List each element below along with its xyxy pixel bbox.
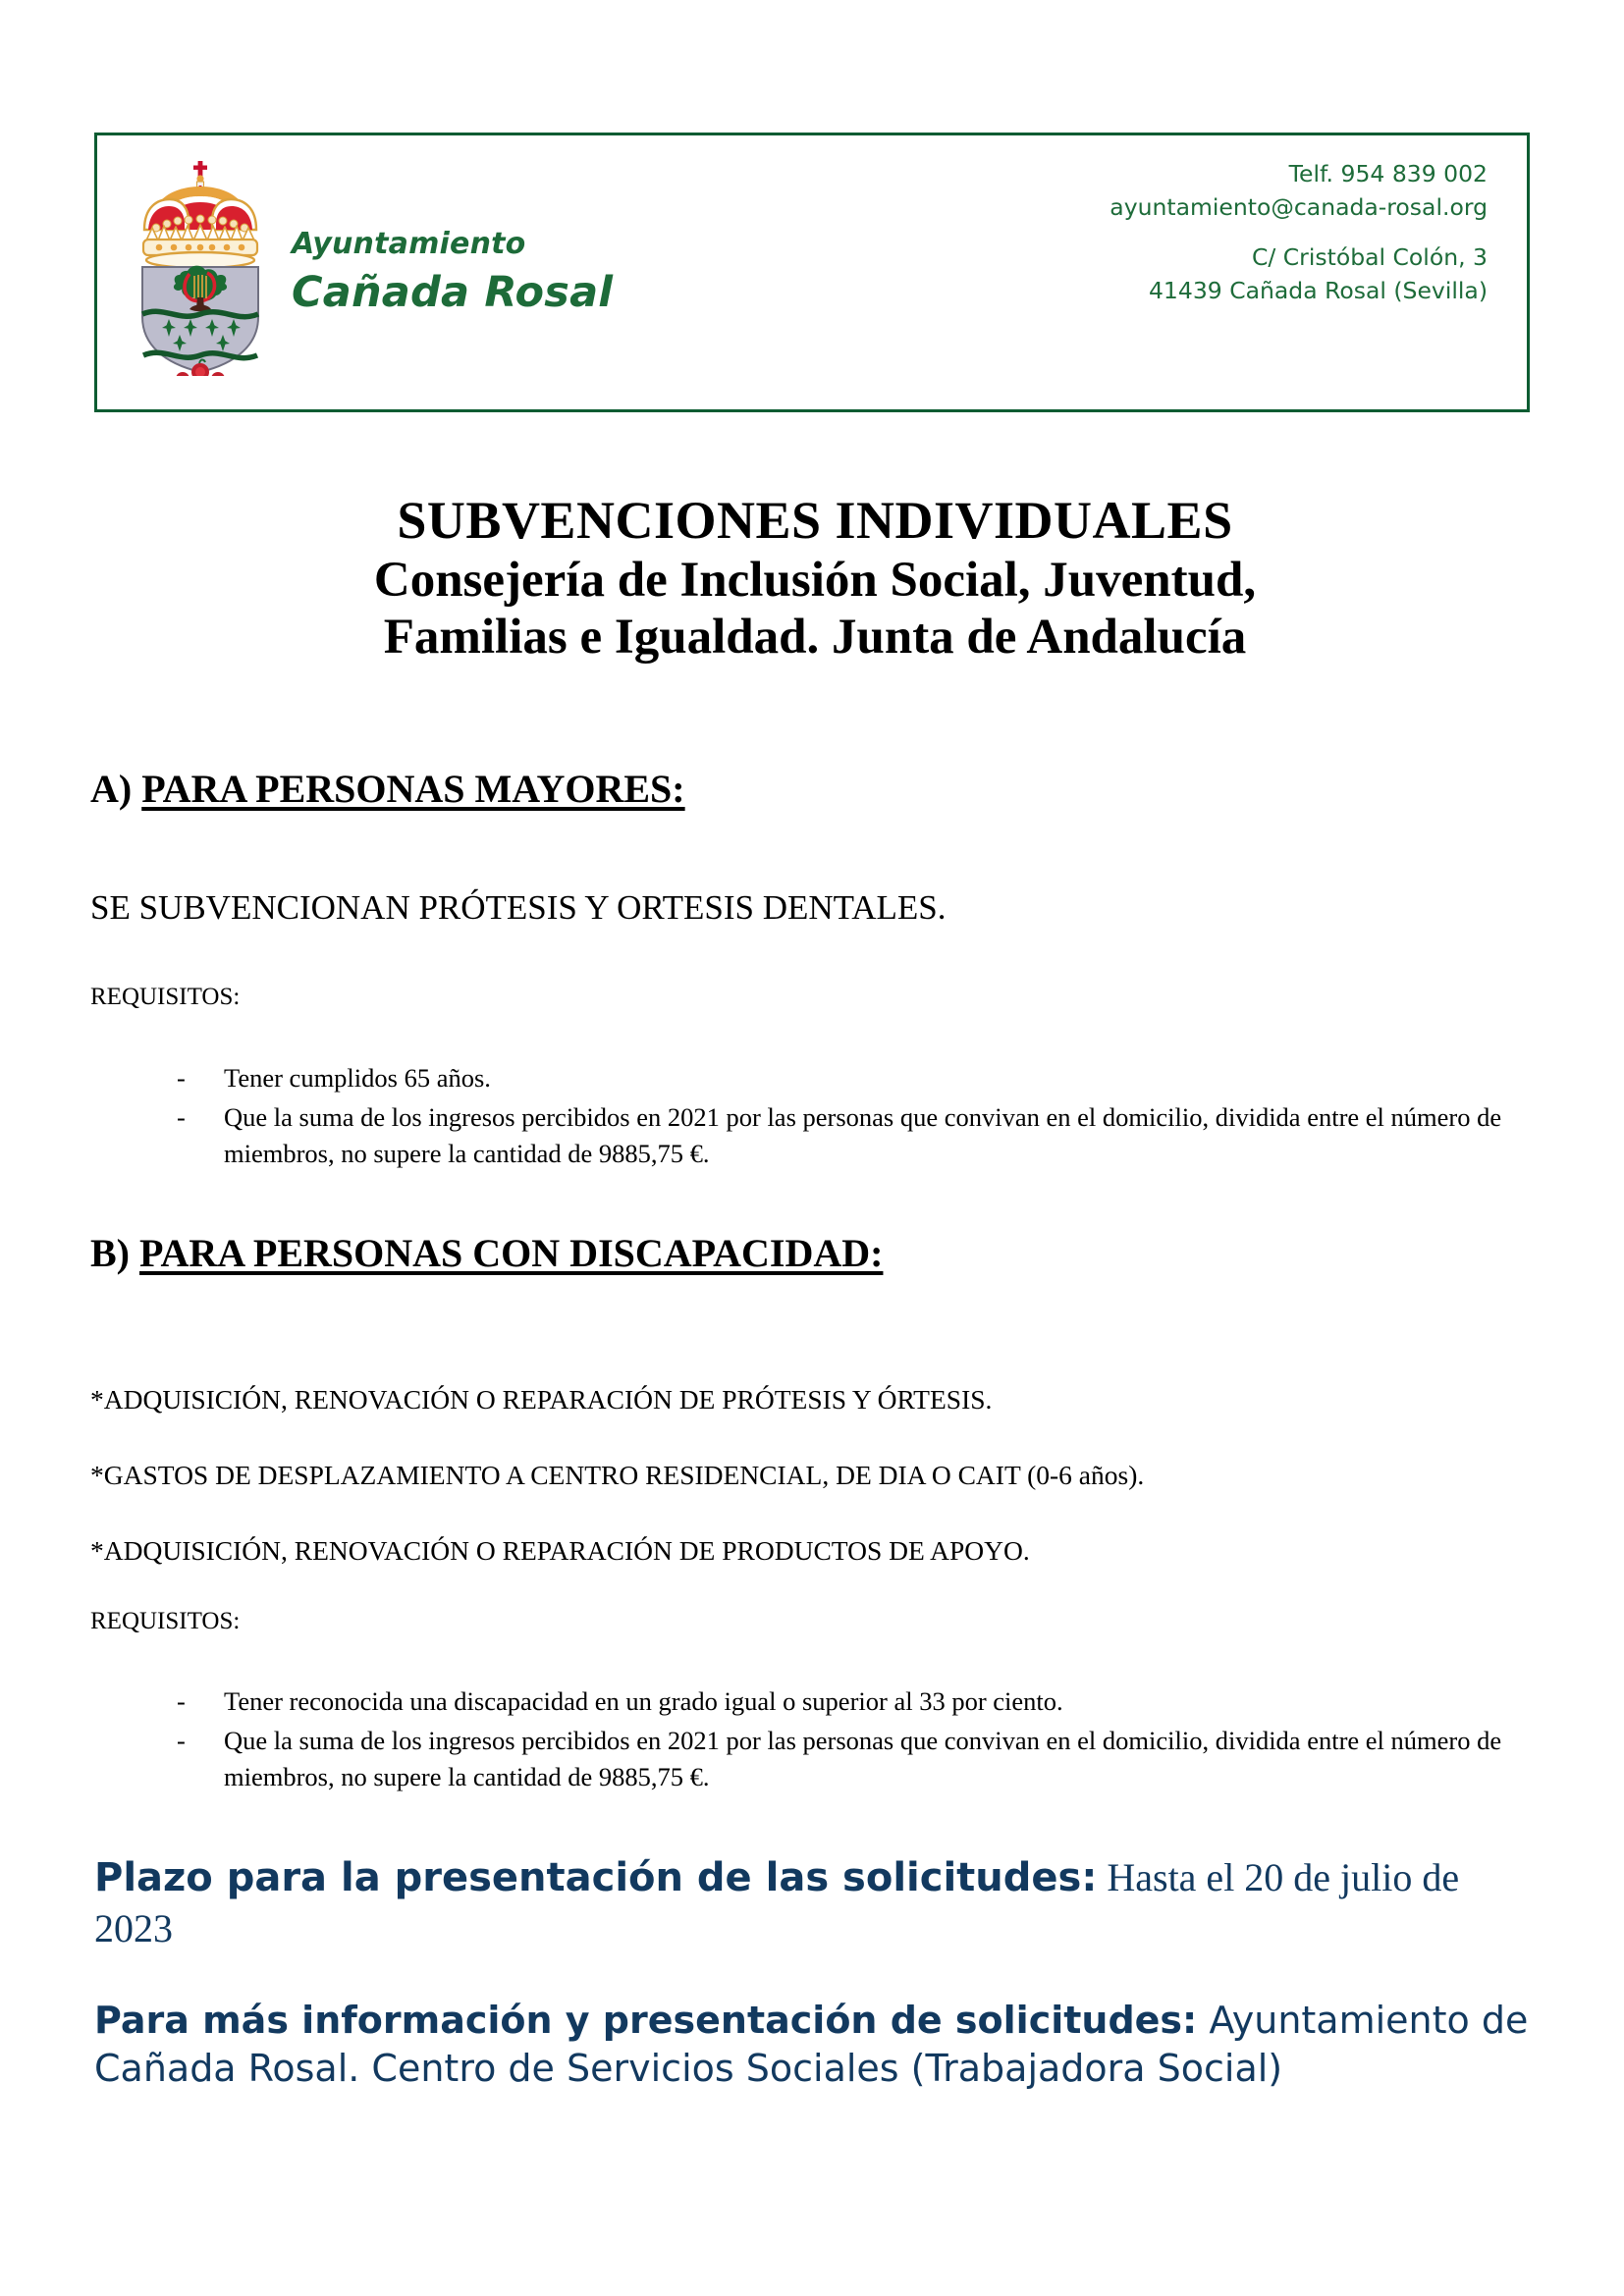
bullet-marker: - xyxy=(177,1101,186,1132)
list-item-text: Que la suma de los ingresos percibidos en 2021 por las personas que convivan en el domicilio, dividida entre el número de miembros, no supere la cantidad de 9885,75 €. xyxy=(224,1725,1502,1792)
list-item xyxy=(177,1099,1532,1173)
deadline-notice xyxy=(94,1852,1538,1954)
letterhead-box xyxy=(94,133,1530,412)
contact-block xyxy=(1110,157,1488,307)
section-b-requisitos-label: REQUISITOS: xyxy=(90,1608,241,1634)
list-item xyxy=(177,1060,1532,1097)
coat-of-arms-icon xyxy=(127,145,274,376)
more-info-label: Para más información y presentación de solicitudes: xyxy=(94,1999,1198,2042)
contact-email[interactable]: ayuntamiento@canada-rosal.org xyxy=(1110,193,1488,222)
section-a-lead: SE SUBVENCIONAN PRÓTESIS Y ORTESIS DENTALES. xyxy=(90,888,947,927)
section-a-heading-text: PARA PERSONAS MAYORES: xyxy=(141,767,685,811)
section-b-marker: B) xyxy=(90,1231,139,1275)
bullet-marker: - xyxy=(177,1725,186,1755)
section-b-bullet-list xyxy=(177,1683,1532,1798)
section-b-heading-text: PARA PERSONAS CON DISCAPACIDAD: xyxy=(139,1231,884,1275)
title-line-2: Consejería de Inclusión Social, Juventud, xyxy=(373,552,1257,608)
brand-municipality-label: Cañada Rosal xyxy=(292,267,614,317)
contact-street: C/ Cristóbal Colón, 3 xyxy=(1251,242,1488,271)
section-b-heading xyxy=(90,1230,883,1276)
list-item-text: Tener cumplidos 65 años. xyxy=(224,1063,491,1093)
section-b-item-transport: *GASTOS DE DESPLAZAMIENTO A CENTRO RESIDENCIAL, DE DIA O CAIT (0-6 años). xyxy=(90,1460,1145,1490)
brand-ayuntamiento-label: Ayuntamiento xyxy=(292,227,526,262)
deadline-label: Plazo para la presentación de las solicitudes: xyxy=(94,1855,1098,1900)
list-item-text: Que la suma de los ingresos percibidos en 2021 por las personas que convivan en el domicilio, dividida entre el número de miembros, no supere la cantidad de 9885,75 €. xyxy=(224,1101,1502,1169)
title-line-3: Familias e Igualdad. Junta de Andalucía xyxy=(383,609,1247,665)
contact-spacer xyxy=(1110,225,1488,240)
section-a-bullet-list xyxy=(177,1060,1532,1175)
section-a-marker: A) xyxy=(90,767,142,811)
contact-phone: Telf. 954 839 002 xyxy=(1288,160,1488,187)
page-title xyxy=(88,491,1542,666)
more-info-notice xyxy=(94,1997,1538,2094)
section-a-requisitos-label: REQUISITOS: xyxy=(90,984,241,1010)
contact-city: 41439 Cañada Rosal (Sevilla) xyxy=(1148,276,1488,304)
brand-block xyxy=(127,145,613,376)
bullet-marker: - xyxy=(177,1686,186,1716)
more-info-value: Ayuntamiento de Cañada Rosal. Centro de Servicios Sociales (Trabajadora Social) xyxy=(94,1999,1529,2091)
list-item xyxy=(177,1683,1532,1721)
section-b-item-support-products: *ADQUISICIÓN, RENOVACIÓN O REPARACIÓN DE PRODUCTOS DE APOYO. xyxy=(90,1535,1030,1566)
list-item xyxy=(177,1723,1532,1796)
deadline-value: Hasta el 20 de julio de 2023 xyxy=(94,1855,1460,1950)
section-b-item-prostheses: *ADQUISICIÓN, RENOVACIÓN O REPARACIÓN DE PRÓTESIS Y ÓRTESIS. xyxy=(90,1384,993,1415)
section-a-heading xyxy=(90,766,685,812)
bullet-marker: - xyxy=(177,1063,186,1093)
title-line-1: SUBVENCIONES INDIVIDUALES xyxy=(397,491,1233,550)
list-item-text: Tener reconocida una discapacidad en un grado igual o superior al 33 por ciento. xyxy=(224,1686,1063,1716)
